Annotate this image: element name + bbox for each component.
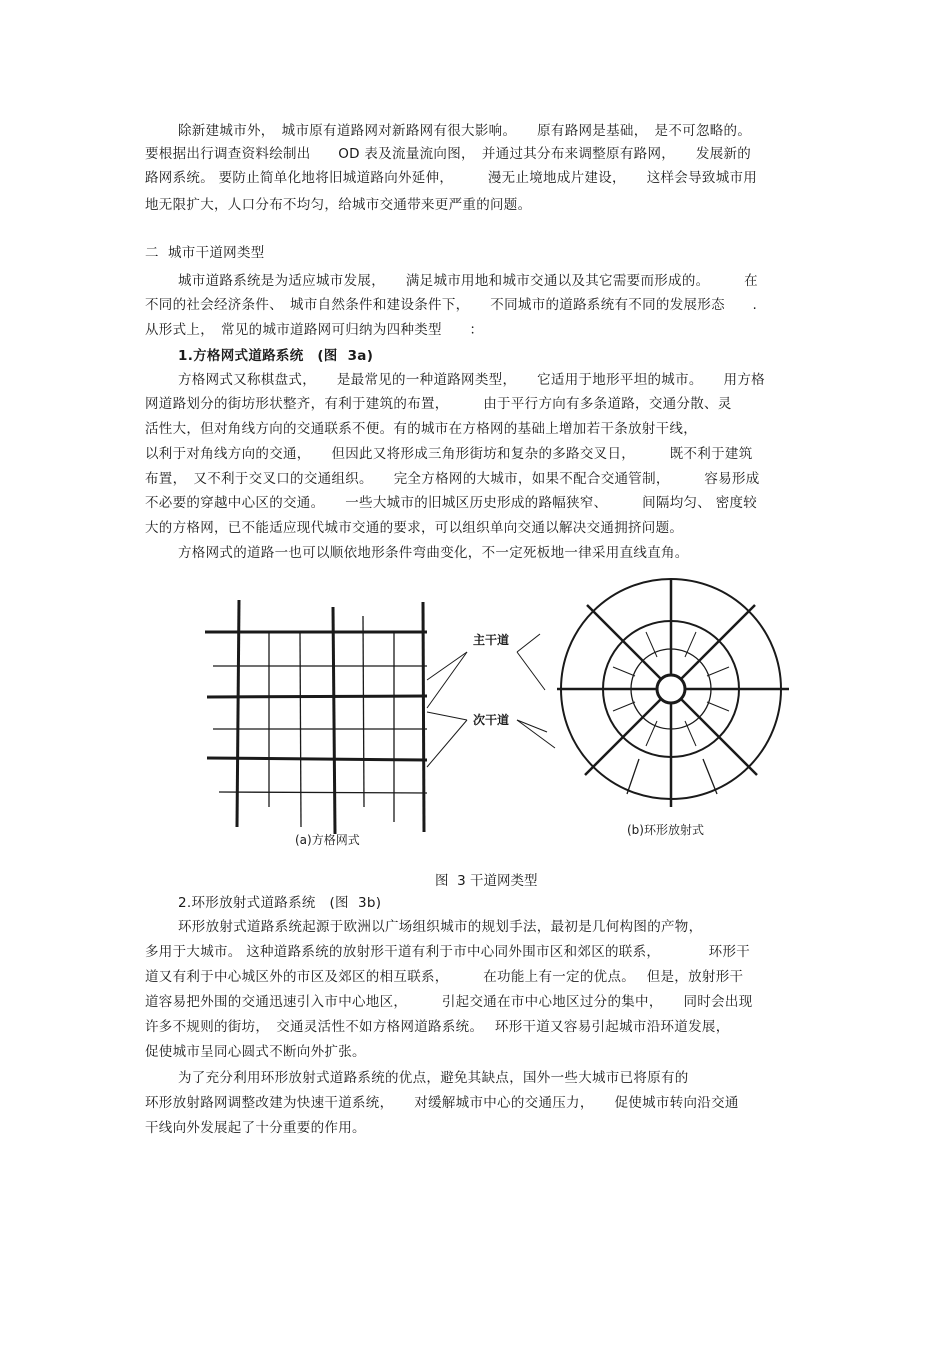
- figure-label-a: (a)方格网式: [295, 833, 360, 847]
- paragraph-line: 多用于大城市。 这种道路系统的放射形干道有利于市中心同外围市区和郊区的联系， 环形干: [145, 944, 751, 960]
- section-heading: 二 城市干道网类型: [145, 245, 265, 261]
- figure-label-b: (b)环形放射式: [627, 823, 704, 837]
- paragraph-line: 环形放射式道路系统起源于欧洲以广场组织城市的规划手法，最初是几何构图的产物，: [178, 919, 703, 935]
- paragraph-line: 方格网式又称棋盘式， 是最常见的一种道路网类型， 它适用于地形平坦的城市。 用方格: [178, 372, 765, 388]
- paragraph-line: 促使城市呈同心圆式不断向外扩张。: [145, 1044, 366, 1060]
- main-road-label: 主干道: [473, 633, 510, 647]
- paragraph-line: 为了充分利用环形放射式道路系统的优点，避免其缺点，国外一些大城市已将原有的: [178, 1070, 689, 1086]
- paragraph-line: 许多不规则的街坊， 交通灵活性不如方格网道路系统。 环形干道又容易引起城市沿环道发展，: [145, 1019, 730, 1035]
- road-network-figure: [195, 572, 815, 862]
- paragraph-line: 道又有利于中心城区外的市区及郊区的相互联系， 在功能上有一定的优点。 但是，放射形干: [145, 969, 744, 985]
- paragraph-line: 环形放射路网调整改建为快速干道系统， 对缓解城市中心的交通压力， 促使城市转向沿交通: [145, 1095, 739, 1111]
- grid-network-diagram: [205, 600, 427, 834]
- paragraph-line: 道容易把外围的交通迅速引入市中心地区， 引起交通在市中心地区过分的集中， 同时会出现: [145, 994, 753, 1010]
- paragraph-line: 不同的社会经济条件、 城市自然条件和建设条件下， 不同城市的道路系统有不同的发展形态 .: [145, 297, 758, 313]
- paragraph-line: 干线向外发展起了十分重要的作用。: [145, 1120, 366, 1136]
- ring-radial-diagram: [557, 579, 789, 807]
- paragraph-line: 大的方格网，已不能适应现代城市交通的要求，可以组织单向交通以解决交通拥挤问题。: [145, 520, 684, 536]
- paragraph-line: 地无限扩大，人口分布不均匀，给城市交通带来更严重的问题。: [145, 197, 532, 213]
- paragraph-line: 路网系统。 要防止简单化地将旧城道路向外延伸， 漫无止境地成片建设， 这样会导致城市用: [145, 170, 758, 186]
- paragraph-line: 布置， 又不利于交叉口的交通组织。 完全方格网的大城市，如果不配合交通管制， 容易形成: [145, 471, 760, 487]
- paragraph-line: 除新建城市外， 城市原有道路网对新路网有很大影响。 原有路网是基础， 是不可忽略的。: [178, 123, 752, 139]
- paragraph-line: 要根据出行调查资料绘制出 OD 表及流量流向图， 并通过其分布来调整原有路网， 发展新的: [145, 146, 752, 162]
- secondary-road-label: 次干道: [473, 713, 510, 727]
- paragraph-line: 城市道路系统是为适应城市发展， 满足城市用地和城市交通以及其它需要而形成的。 在: [178, 273, 758, 289]
- paragraph-line: 不必要的穿越中心区的交通。 一些大城市的旧城区历史形成的路幅狭窄、 间隔均匀、 密度较: [145, 495, 758, 511]
- item-heading: 2.环形放射式道路系统 (图 3b): [178, 895, 382, 911]
- paragraph-line: 方格网式的道路一也可以顺依地形条件弯曲变化，不一定死板地一律采用直线直角。: [178, 545, 689, 561]
- paragraph-line: 活性大，但对角线方向的交通联系不便。有的城市在方格网的基础上增加若干条放射干线，: [145, 421, 697, 437]
- paragraph-line: 以利于对角线方向的交通， 但因此又将形成三角形街坊和复杂的多路交叉日， 既不利于建筑: [145, 446, 753, 462]
- item-heading: 1.方格网式道路系统 (图 3a): [178, 348, 374, 364]
- leader-lines: [427, 634, 555, 767]
- paragraph-line: 网道路划分的街坊形状整齐，有利于建筑的布置， 由于平行方向有多条道路，交通分散、灵: [145, 396, 732, 412]
- paragraph-line: 从形式上， 常见的城市道路网可归纳为四种类型 ：: [145, 322, 484, 338]
- figure-caption: 图 3 干道网类型: [435, 873, 538, 889]
